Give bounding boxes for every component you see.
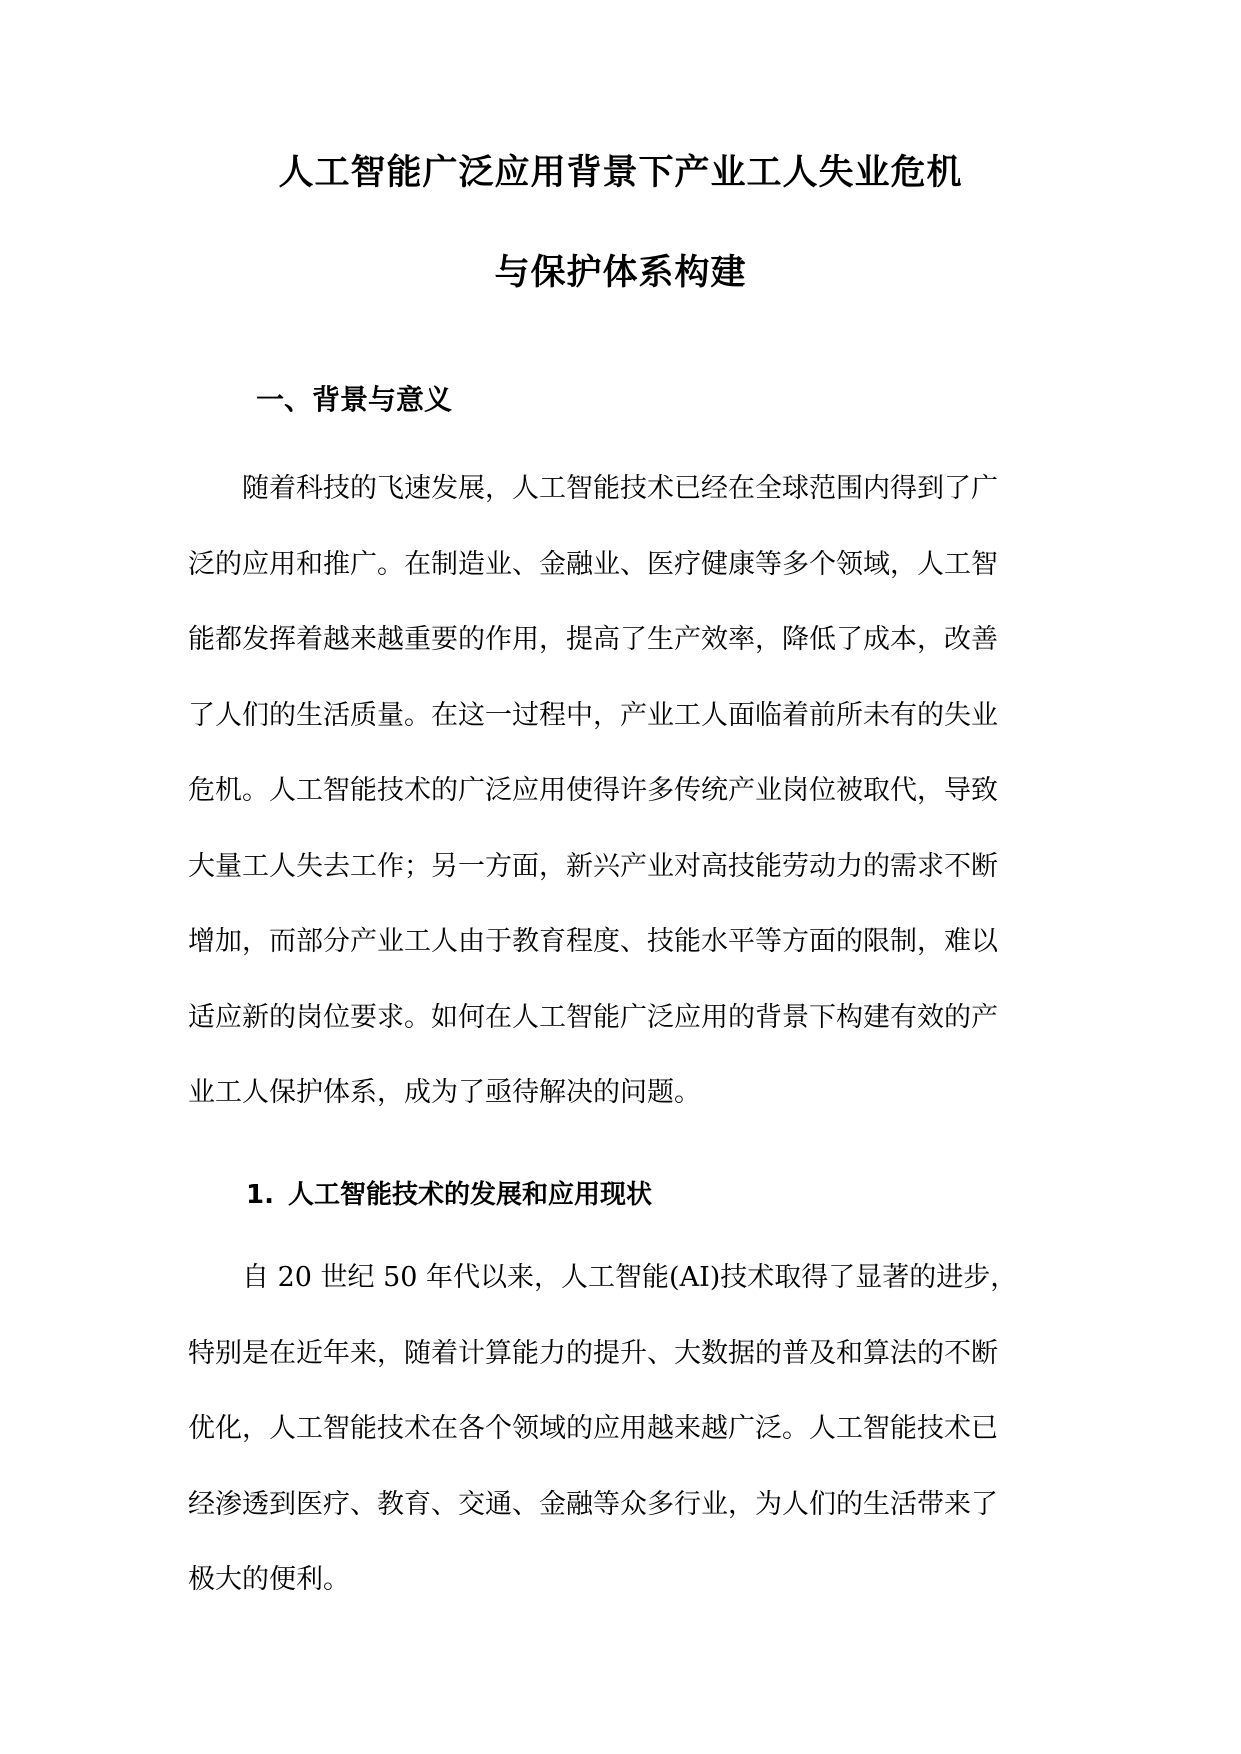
paragraph-line: 业工人保护体系，成为了亟待解决的问题。 [188,1077,701,1108]
paragraph-line: 增加，而部分产业工人由于教育程度、技能水平等方面的限制，难以 [188,926,998,957]
subsection-heading-text: 人工智能技术的发展和应用现状 [287,1180,652,1210]
section-paragraph-background [188,451,1054,1131]
paragraph-line: 泛的应用和推广。在制造业、金融业、医疗健康等多个领域，人工智 [188,548,998,580]
paragraph-line: 能都发挥着越来越重要的作用，提高了生产效率，降低了成本，改善 [188,624,998,655]
paragraph-line: 优化，人工智能技术在各个领域的应用越来越广泛。人工智能技术已 [188,1413,998,1444]
section-heading-background: 一、背景与意义 [256,383,453,416]
paragraph-line: 随着科技的飞速发展，人工智能技术已经在全球范围内得到了广 [242,473,998,504]
subsection-paragraph-ai-status [188,1240,1054,1618]
document-title-line-2: 与保护体系构建 [494,253,747,293]
paragraph-line: 经渗透到医疗、教育、交通、金融等众多行业，为人们的生活带来了 [188,1488,998,1520]
paragraph-line: 极大的便利。 [188,1564,350,1595]
paragraph-line: 适应新的岗位要求。如何在人工智能广泛应用的背景下构建有效的产 [188,1001,998,1033]
subsection-number: 1. [246,1180,274,1210]
paragraph-line: 了人们的生活质量。在这一过程中，产业工人面临着前所未有的失业 [188,699,998,731]
document-title-line-1: 人工智能广泛应用背景下产业工人失业危机 [278,153,963,193]
paragraph-line: 大量工人失去工作；另一方面，新兴产业对高技能劳动力的需求不断 [188,850,998,882]
paragraph-line: 危机。人工智能技术的广泛应用使得许多传统产业岗位被取代，导致 [188,775,998,806]
paragraph-line: 自 20 世纪 50 年代以来，人工智能(AI)技术取得了显著的进步， [242,1262,1018,1293]
subsection-heading-ai-status [246,1175,652,1215]
paragraph-line: 特别是在近年来，随着计算能力的提升、大数据的普及和算法的不断 [188,1337,998,1369]
